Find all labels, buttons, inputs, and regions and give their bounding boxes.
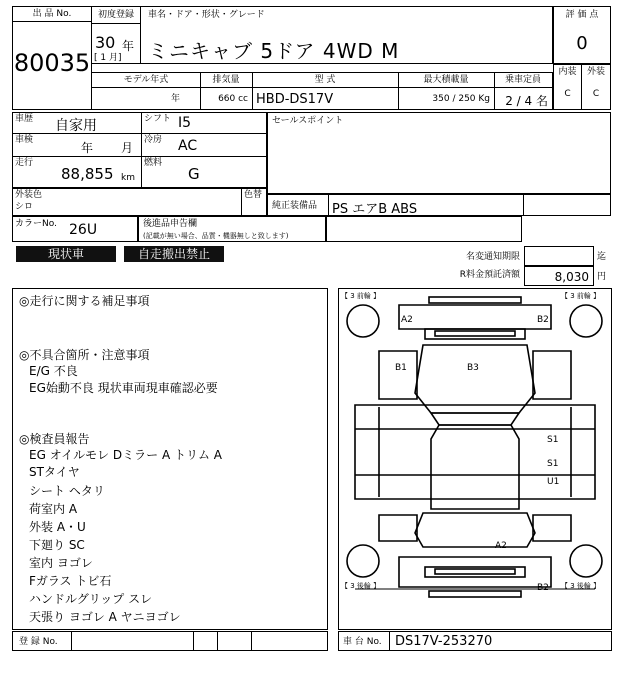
aftermarket-value-box [326, 216, 522, 242]
current-vehicle-badge: 現状車 [16, 246, 116, 262]
inspector-item: EG オイルモレ Dミラー A トリム A [29, 448, 223, 462]
inspector-item: 荷室内 A [29, 502, 78, 516]
model-year-unit: 年 [170, 94, 180, 104]
corner-label-rear-left: 【 3 後輪 】 [341, 582, 381, 590]
recycle-unit: 円 [597, 272, 607, 282]
score-value: 0 [576, 33, 588, 54]
corner-label-front-left: 【 3 前輪 】 [341, 292, 381, 300]
info-box [12, 112, 267, 188]
color-change-label: 色替 [244, 190, 263, 200]
damage-mark-u1: U1 [547, 477, 560, 487]
interior-label: 内装 [558, 67, 577, 77]
shift-value: I5 [178, 115, 192, 131]
shift-label: シフト [144, 114, 172, 124]
mileage-label: 走行 [15, 158, 34, 168]
type-value: HBD-DS17V [256, 92, 334, 107]
displacement-label: 排気量 [212, 75, 240, 85]
history-label: 車歴 [15, 114, 34, 124]
interior-value: C [564, 89, 571, 99]
exterior-label: 外装 [586, 67, 605, 77]
defect-item: E/G 不良 [29, 364, 78, 378]
color-no-label: カラーNo. [15, 219, 57, 229]
sales-point-box [267, 112, 611, 194]
lot-value: 80035 [13, 49, 91, 77]
equipment-value: PS エアB ABS [332, 202, 418, 217]
exterior-value: C [592, 89, 600, 99]
fuel-label: 燃料 [144, 158, 163, 168]
first-reg-year-unit: 年 [122, 39, 135, 53]
inspection-year: 年 [81, 141, 94, 155]
mileage-value: 88,855 [61, 165, 114, 183]
interior-box [553, 64, 582, 110]
first-reg-month: [ 1 月] [94, 53, 122, 63]
notes-box [12, 288, 328, 630]
damage-mark-a2-front: A2 [401, 315, 413, 325]
color-value: シロ [15, 202, 34, 212]
lot-number-box [12, 6, 92, 110]
aircon-label: 冷房 [144, 135, 163, 145]
sales-point-label: セールスポイント [272, 116, 344, 126]
inspector-item: 下廻り SC [29, 538, 85, 552]
vehicle-box [91, 6, 553, 64]
color-label: 外装色 [15, 190, 43, 200]
defect-item: EG始動不良 現状車両現車確認必要 [29, 381, 218, 395]
capacity-label: 乗車定員 [504, 75, 541, 85]
recycle-value-box [524, 266, 594, 286]
score-label: 評 価 点 [565, 10, 599, 20]
chassis-value: DS17V-253270 [395, 634, 493, 649]
equipment-label: 純正装備品 [272, 201, 318, 211]
specs-box [91, 72, 553, 110]
inspector-item: STタイヤ [29, 465, 80, 479]
chassis-box [338, 631, 612, 651]
vehicle-name: ミニキャブ 5ドア 4WD M [148, 39, 400, 63]
inspector-title: ◎検査員報告 [19, 432, 90, 446]
first-reg-label: 初度登録 [92, 7, 141, 24]
supplement-title: ◎走行に関する補足事項 [19, 294, 150, 308]
inspector-item: 室内 ヨゴレ [29, 556, 93, 570]
recycle-value: 8,030 [554, 270, 589, 284]
registration-box [12, 631, 328, 651]
load-value: 350 / 250 Kg [432, 94, 490, 104]
color-no-box [12, 216, 138, 242]
history-value: 自家用 [55, 118, 97, 134]
damage-mark-b2-rear: B2 [537, 583, 549, 593]
inspector-item: ハンドルグリップ スレ [29, 592, 153, 606]
damage-mark-b2-front: B2 [537, 315, 549, 325]
car-outline-svg [339, 289, 611, 629]
vehicle-label: 車名・ドア・形状・グレード [148, 10, 265, 20]
fuel-value: G [188, 165, 200, 183]
damage-mark-s1-b: S1 [547, 459, 559, 469]
inspector-item: シート ヘタリ [29, 484, 105, 498]
damage-mark-b1: B1 [395, 363, 407, 373]
corner-label-front-right: 【 3 前輪 】 [561, 292, 601, 300]
name-change-suffix: 迄 [597, 252, 607, 262]
damage-mark-a2-rear: A2 [495, 541, 507, 551]
score-box [553, 6, 611, 64]
no-self-drive-badge: 自走搬出禁止 [124, 246, 224, 262]
recycle-label: R料金預託済額 [459, 270, 520, 280]
color-no-value: 26U [69, 222, 98, 238]
damage-mark-s1-a: S1 [547, 435, 559, 445]
name-change-label: 名変通知期限 [465, 252, 520, 262]
name-change-value-box [524, 246, 594, 266]
inspection-label: 車検 [15, 135, 34, 145]
inspector-item: 天張り ヨゴレ A ヤニヨゴレ [29, 610, 181, 624]
inspection-month: 月 [121, 141, 134, 155]
aftermarket-box [138, 216, 326, 242]
capacity-value: 2 / 4 名 [505, 94, 548, 108]
defects-title: ◎不具合箇所・注意事項 [19, 348, 150, 362]
mileage-unit: km [121, 173, 135, 183]
inspector-item: 外装 A・U [29, 520, 86, 534]
chassis-label: 車 台 No. [343, 637, 382, 647]
inspector-item: Fガラス トビ石 [29, 574, 112, 588]
aftermarket-note: (記載が無い場合、品質・機器無しと致します) [143, 232, 289, 240]
corner-label-rear-right: 【 3 後輪 】 [561, 582, 601, 590]
registration-label: 登 録 No. [19, 637, 58, 647]
model-year-label: モデル年式 [123, 75, 169, 85]
aircon-value: AC [178, 138, 198, 154]
displacement-value: 660 cc [218, 94, 248, 104]
color-box [12, 188, 267, 216]
exterior-box [581, 64, 611, 110]
damage-mark-b3: B3 [467, 363, 479, 373]
lot-label: 出 品 No. [13, 9, 91, 22]
type-label: 型 式 [314, 75, 336, 85]
load-label: 最大積載量 [423, 75, 469, 85]
aftermarket-label: 後進品申告欄 [143, 219, 198, 229]
damage-diagram [338, 288, 612, 630]
equipment-box [267, 194, 611, 216]
first-reg-year: 30 [95, 33, 116, 52]
